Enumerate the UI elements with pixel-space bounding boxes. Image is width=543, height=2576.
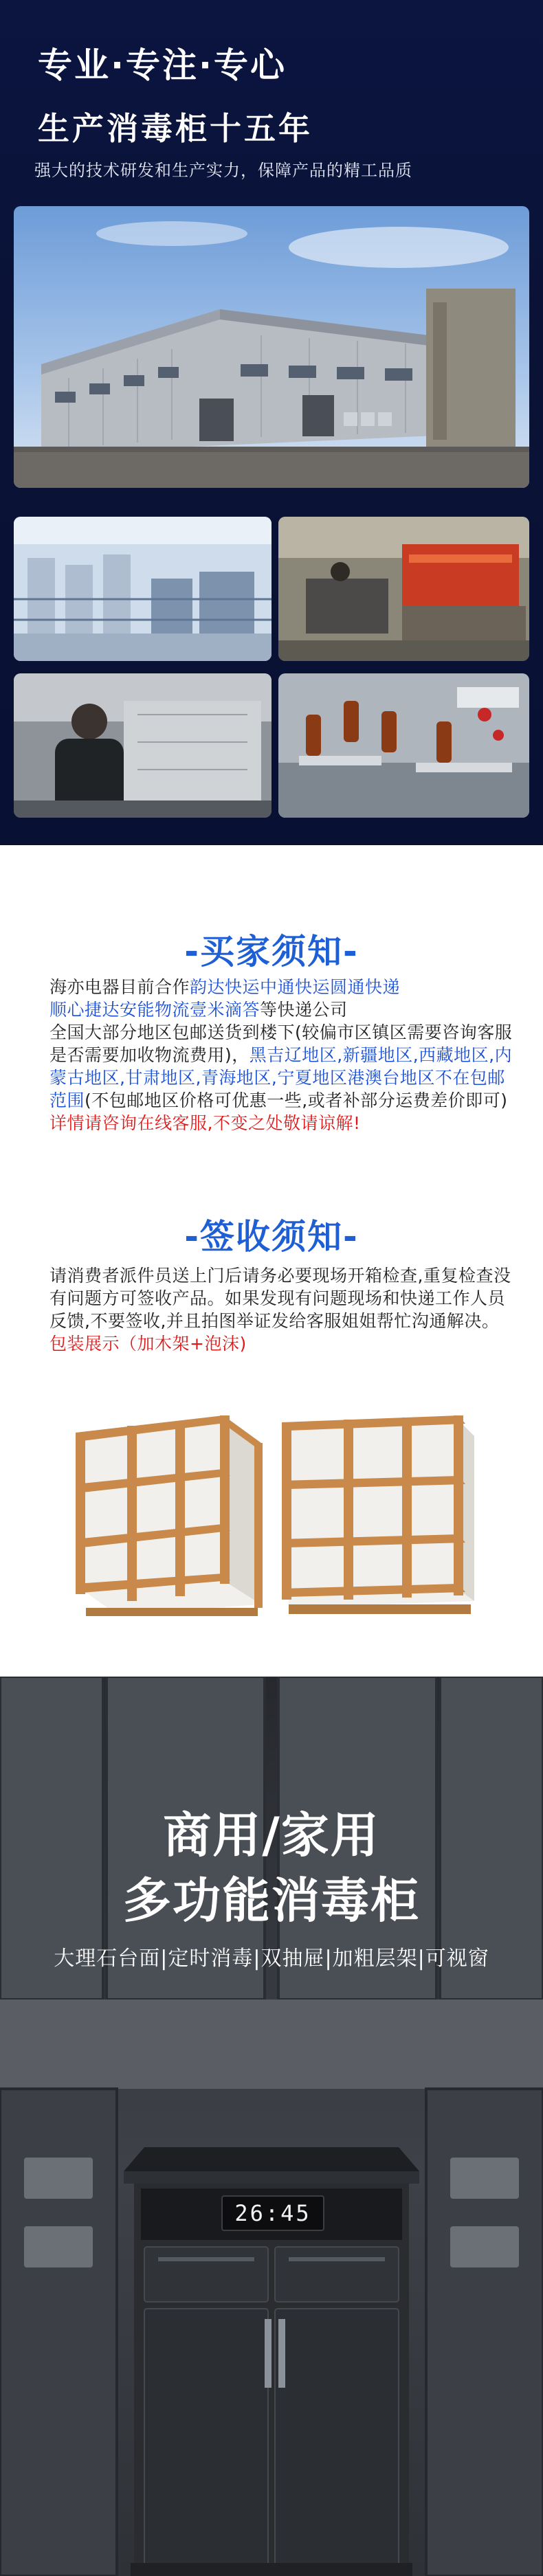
factory-description: 强大的技术研发和生产实力，保障产品的精工品质 bbox=[34, 161, 412, 180]
metal-press-photo bbox=[278, 517, 529, 661]
shipping-paragraph bbox=[49, 1021, 517, 1112]
product-title-name: 多功能消毒柜 bbox=[123, 1872, 420, 1929]
couriers-intro: 海亦电器目前合作 bbox=[49, 977, 190, 997]
sign-notice-body bbox=[49, 1264, 517, 1355]
sign-instructions: 请消费者派件员送上门后请务必要现场开箱检查,重复检查没有问题方可签收产品。如果发现有问题现场和快递工作人员反馈,不要签收,并且拍图举证发给客服姐姐帮忙沟通解决。 bbox=[49, 1266, 511, 1331]
factory-subtitle: 生产消毒柜十五年 bbox=[38, 110, 313, 147]
shipping-intro: 全国大部分地区包邮送货到楼下(较偏市区镇区需要咨询客服是否需要加收物流费用)， bbox=[49, 1022, 513, 1065]
shipping-note: (不包邮地区价格可优惠一些,或者补部分运费差价即可) bbox=[85, 1090, 508, 1110]
packaging-caption: 包装展示（加木架+泡沫) bbox=[49, 1334, 247, 1354]
product-title-usage: 商用/家用 bbox=[163, 1807, 380, 1863]
buyer-notice-body bbox=[49, 976, 517, 1134]
slogan: 专业·专注·专心 bbox=[38, 45, 287, 85]
buyer-notice-title: 买家须知 bbox=[200, 932, 343, 972]
notice-section bbox=[0, 845, 543, 1677]
crate-photo-left bbox=[65, 1409, 265, 1618]
buyer-notice-title-row: -买家须知- bbox=[184, 932, 359, 972]
cabinet-digital-display bbox=[221, 2195, 324, 2231]
sign-notice-title-row: -签收须知- bbox=[184, 1217, 359, 1257]
excluded-regions: 黑吉辽地区,新疆地区,西藏地区,内蒙古地区,甘肃地区,青海地区,宁夏地区港澳台地区不在包邮范围 bbox=[49, 1045, 513, 1110]
courier-list-2: 顺心捷达安能物流壹米滴答 bbox=[49, 1000, 261, 1020]
factory-section bbox=[0, 0, 543, 845]
display-time: 26:45 bbox=[234, 2200, 311, 2226]
couriers-outro: 等快递公司 bbox=[260, 1000, 348, 1020]
factory-heading bbox=[38, 45, 313, 147]
couriers-paragraph bbox=[49, 976, 517, 1021]
assembly-worker-photo bbox=[14, 673, 272, 818]
factory-building-photo bbox=[14, 206, 529, 488]
product-section bbox=[0, 1677, 543, 2576]
courier-list-1: 韵达快运中通快运圆通快递 bbox=[190, 977, 401, 997]
production-line-photo bbox=[14, 517, 272, 661]
contact-service-note: 详情请咨询在线客服,不变之处敬请谅解! bbox=[49, 1113, 361, 1133]
bottling-machine-photo bbox=[278, 673, 529, 818]
product-features: 大理石台面|定时消毒|双抽屉|加粗层架|可视窗 bbox=[54, 1947, 489, 1971]
sign-notice-title: 签收须知 bbox=[200, 1217, 343, 1257]
crate-photo-right bbox=[272, 1409, 481, 1618]
